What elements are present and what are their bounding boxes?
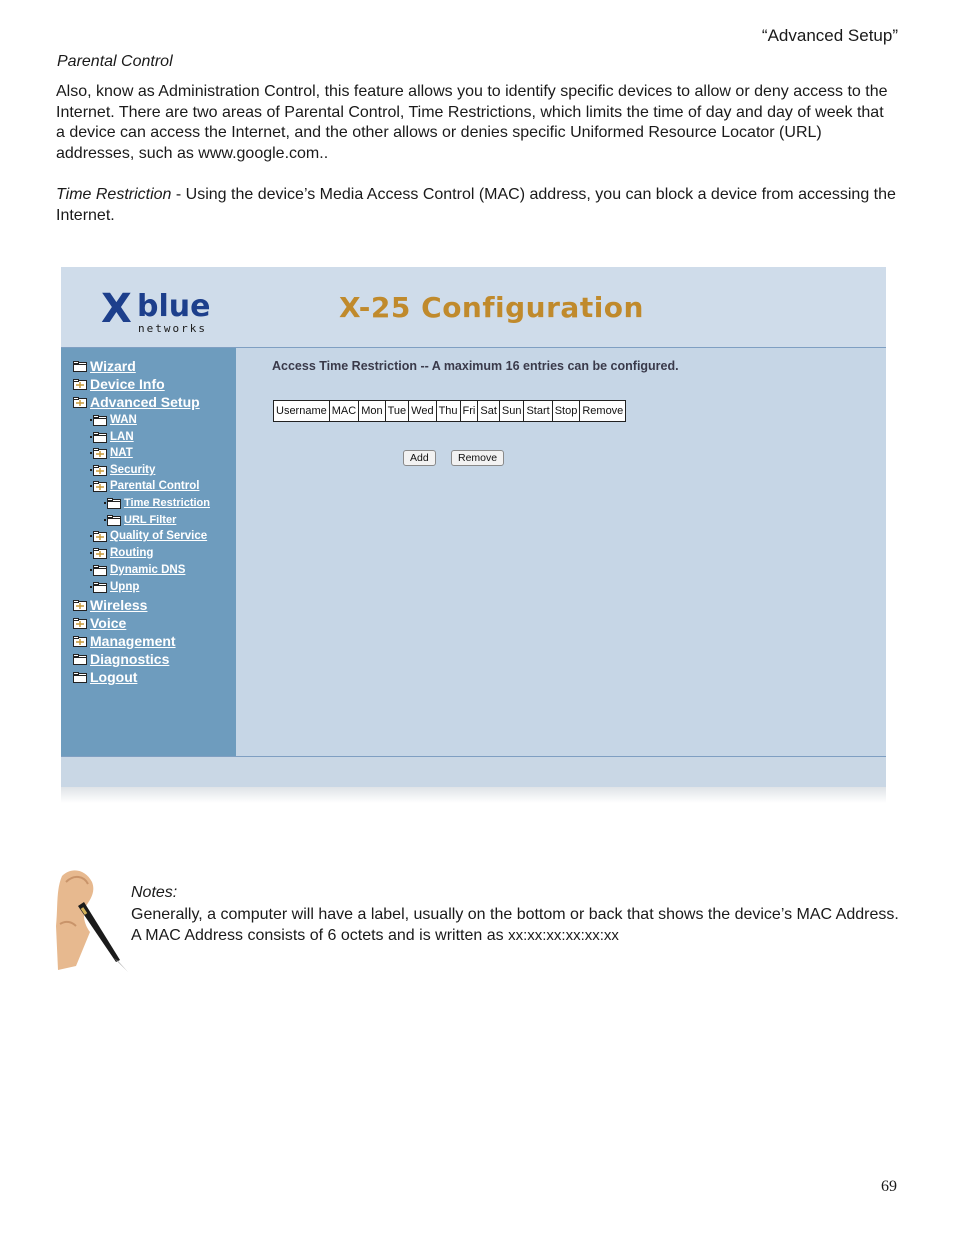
column-header-tue: Tue — [385, 401, 409, 422]
folder-open-icon — [73, 618, 87, 629]
page-number: 69 — [881, 1178, 897, 1195]
sidebar-item-label[interactable]: Diagnostics — [90, 651, 170, 667]
content-heading: Access Time Restriction -- A maximum 16 entries can be configured. — [272, 359, 679, 373]
sidebar-item-label[interactable]: Upnp — [110, 581, 140, 593]
folder-closed-icon — [93, 415, 107, 426]
tree-connector — [90, 535, 92, 537]
sidebar-item-label[interactable]: WAN — [110, 414, 137, 426]
folder-closed-icon — [73, 654, 87, 665]
column-header-mon: Mon — [359, 401, 385, 422]
sidebar-item-routing[interactable] — [90, 547, 153, 559]
sidebar-item-dynamic-dns[interactable] — [90, 564, 185, 576]
sidebar-item-label[interactable]: Wireless — [90, 597, 148, 613]
xblue-logo — [101, 286, 221, 337]
sidebar-item-voice[interactable] — [73, 615, 126, 631]
sidebar-item-parental-control[interactable] — [90, 480, 199, 492]
mac-format: xx:xx:xx:xx:xx:xx — [508, 926, 619, 944]
folder-open-icon — [73, 600, 87, 611]
sidebar-item-label[interactable]: Logout — [90, 669, 138, 685]
sidebar-item-label[interactable]: Voice — [90, 615, 127, 631]
column-header-remove: Remove — [580, 401, 626, 422]
folder-closed-icon — [93, 582, 107, 593]
tree-connector — [90, 485, 92, 487]
folder-open-icon — [73, 397, 87, 408]
router-config-screenshot — [61, 267, 886, 787]
logo-x: X — [101, 286, 130, 332]
product-title: X-25 Configuration — [339, 291, 644, 324]
sidebar-item-label[interactable]: URL Filter — [124, 514, 177, 526]
column-header-sat: Sat — [478, 401, 500, 422]
config-footer — [61, 756, 886, 788]
sidebar-item-wireless[interactable] — [73, 597, 147, 613]
intro-paragraph: Also, know as Administration Control, this feature allows you to identify specific devices to allow or deny access to the Internet. There are two areas of Parental Control, Time Restrictions, which limits the time of day and day of week that a device can access the Internet, and the other allows or denies specific Uniformed Resource Locator (URL) addresses, such as www.google.com.. — [56, 83, 888, 163]
tree-connector — [90, 419, 92, 421]
tree-connector — [90, 452, 92, 454]
column-header-wed: Wed — [409, 401, 436, 422]
sidebar-item-label[interactable]: NAT — [110, 447, 133, 459]
folder-closed-icon — [93, 565, 107, 576]
sidebar-item-nat[interactable] — [90, 447, 133, 459]
tree-connector — [90, 552, 92, 554]
sidebar-item-wan[interactable] — [90, 414, 137, 426]
sidebar-item-label[interactable]: Parental Control — [110, 480, 200, 492]
folder-open-icon — [93, 481, 107, 492]
notes-body — [131, 905, 901, 946]
sidebar-item-label[interactable]: Time Restriction — [124, 497, 210, 509]
folder-closed-icon — [73, 361, 87, 372]
time-restriction-term: Time Restriction — [56, 186, 172, 203]
remove-button[interactable]: Remove — [451, 450, 504, 466]
column-header-stop: Stop — [552, 401, 580, 422]
sidebar-item-lan[interactable] — [90, 431, 134, 443]
column-header-fri: Fri — [460, 401, 478, 422]
sidebar-item-wizard[interactable] — [73, 358, 136, 374]
logo-blue: blue — [137, 289, 211, 324]
pen-hand-icon — [56, 866, 128, 972]
folder-closed-icon — [93, 432, 107, 443]
tree-connector — [90, 569, 92, 571]
logo-networks: networks — [138, 322, 207, 335]
folder-closed-icon — [107, 498, 121, 509]
column-header-mac: MAC — [329, 401, 358, 422]
time-restriction-paragraph — [56, 185, 896, 226]
screenshot-shadow — [61, 787, 886, 803]
sidebar-item-label[interactable]: Routing — [110, 547, 154, 559]
notes-title: Notes: — [131, 884, 178, 901]
column-header-thu: Thu — [436, 401, 460, 422]
time-restriction-table — [273, 400, 626, 422]
folder-open-icon — [93, 531, 107, 542]
sidebar-item-label[interactable]: Wizard — [90, 358, 136, 374]
sidebar-item-label[interactable]: Dynamic DNS — [110, 564, 186, 576]
section-title: Parental Control — [57, 53, 173, 70]
folder-open-icon — [73, 379, 87, 390]
folder-closed-icon — [73, 672, 87, 683]
add-button[interactable]: Add — [403, 450, 436, 466]
column-header-start: Start — [524, 401, 552, 422]
sidebar-item-url-filter[interactable] — [104, 514, 176, 526]
sidebar-item-time-restriction[interactable] — [104, 497, 210, 509]
sidebar-item-label[interactable]: Security — [110, 464, 156, 476]
sidebar-item-management[interactable] — [73, 633, 176, 649]
table-header-row — [274, 401, 626, 422]
header-right: “Advanced Setup” — [761, 26, 898, 45]
sidebar-item-logout[interactable] — [73, 669, 137, 685]
sidebar-item-label[interactable]: Quality of Service — [110, 530, 208, 542]
time-restriction-text: - Using the device’s Media Access Control (MAC) address, you can block a device from accessing the Internet. — [56, 186, 896, 224]
folder-open-icon — [93, 448, 107, 459]
folder-open-icon — [73, 636, 87, 647]
tree-connector — [90, 586, 92, 588]
sidebar-item-label[interactable]: LAN — [110, 431, 134, 443]
sidebar-item-label[interactable]: Management — [90, 633, 176, 649]
sidebar-item-quality-of-service[interactable] — [90, 530, 207, 542]
column-header-sun: Sun — [499, 401, 524, 422]
sidebar-item-label[interactable]: Device Info — [90, 376, 165, 392]
sidebar-item-advanced-setup[interactable] — [73, 394, 200, 410]
sidebar-item-device-info[interactable] — [73, 376, 165, 392]
sidebar-item-security[interactable] — [90, 464, 155, 476]
column-header-username: Username — [274, 401, 330, 422]
config-header — [61, 267, 886, 348]
sidebar-nav — [61, 348, 236, 756]
tree-connector — [104, 502, 106, 504]
tree-connector — [104, 519, 106, 521]
content-area — [236, 348, 886, 756]
tree-connector — [90, 436, 92, 438]
sidebar-item-label[interactable]: Advanced Setup — [90, 394, 200, 410]
sidebar-item-upnp[interactable] — [90, 581, 139, 593]
notes-text: Generally, a computer will have a label, usually on the bottom or back that shows the device’s MAC Address. A MAC Address consists of 6 octets and is written as — [131, 906, 899, 944]
folder-open-icon — [93, 465, 107, 476]
folder-closed-icon — [107, 515, 121, 526]
tree-connector — [90, 469, 92, 471]
sidebar-item-diagnostics[interactable] — [73, 651, 169, 667]
folder-open-icon — [93, 548, 107, 559]
